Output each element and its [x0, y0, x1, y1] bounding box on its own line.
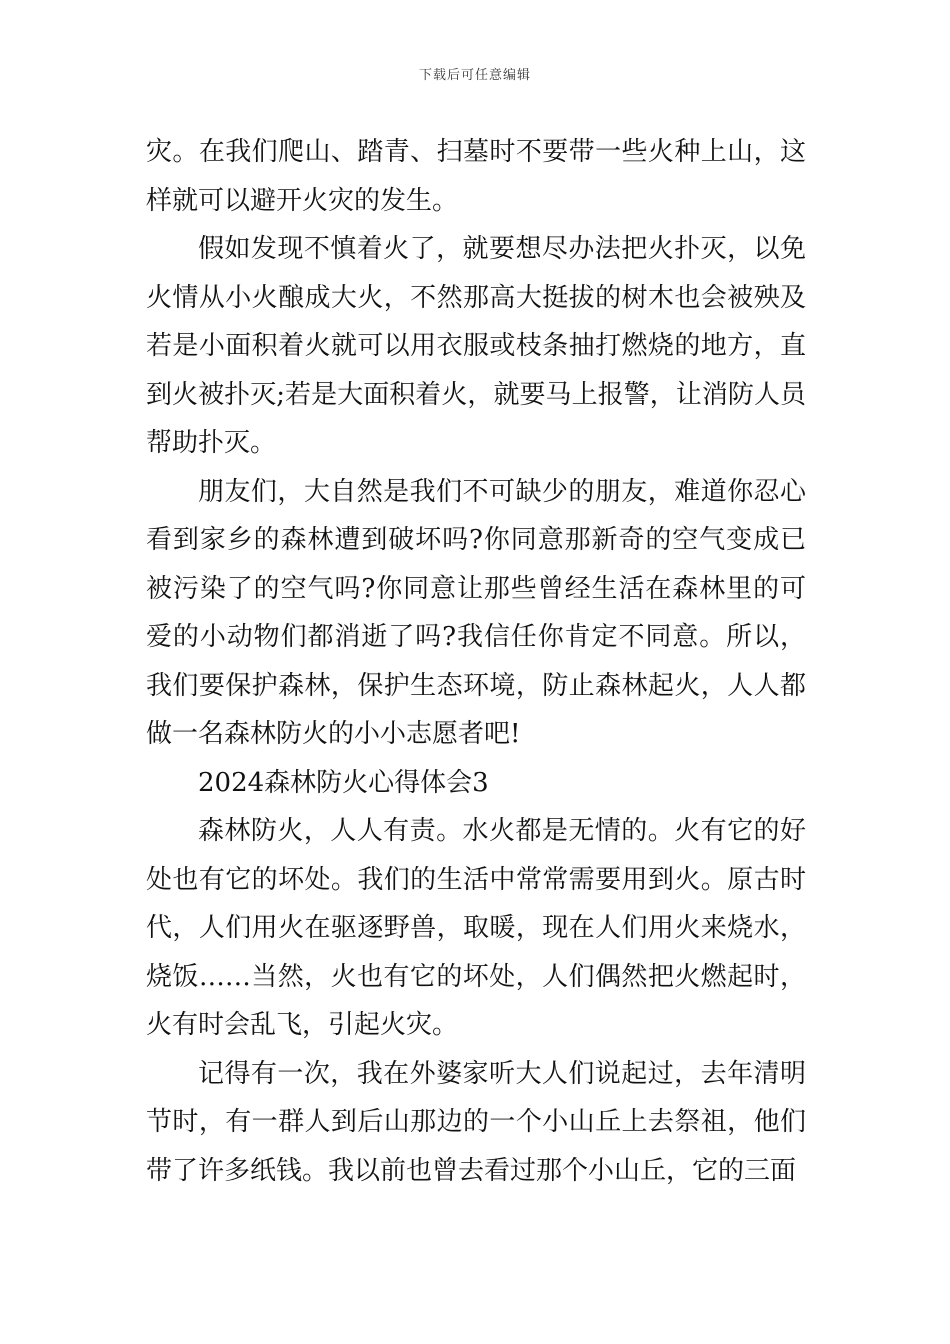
paragraph: 记得有一次，我在外婆家听大人们说起过，去年清明节时，有一群人到后山那边的一个小山丘上去祭祖，他们带了许多纸钱。我以前也曾去看过那个小山丘，它的三面 [146, 1058, 806, 1186]
section-heading: 2024森林防火心得体会3 [198, 767, 489, 798]
paragraph: 朋友们，大自然是我们不可缺少的朋友，难道你忍心看到家乡的森林遭到破坏吗?你同意那新奇的空气变成已被污染了的空气吗?你同意让那些曾经生活在森林里的可爱的小动物们都消逝了吗?我信任你肯定不同意。所以，我们要保护森林，保护生态环境，防止森林起火，人人都做一名森林防火的小小志愿者吧! [146, 476, 806, 749]
page-header-note: 下载后可任意编辑 [418, 68, 531, 83]
document-body [146, 128, 806, 1195]
paragraph: 假如发现不慎着火了，就要想尽办法把火扑灭，以免火情从小火酿成大火，不然那高大挺拔的树木也会被殃及若是小面积着火就可以用衣服或枝条抽打燃烧的地方，直到火被扑灭;若是大面积着火，就要马上报警，让消防人员帮助扑灭。 [146, 234, 806, 458]
paragraph: 森林防火，人人有责。水火都是无情的。火有它的好处也有它的坏处。我们的生活中常常需要用到火。原古时代，人们用火在驱逐野兽，取暖，现在人们用火来烧水，烧饭……当然，火也有它的坏处，人们偶然把火燃起时，火有时会乱飞，引起火灾。 [146, 816, 806, 1040]
paragraph-continuation: 灾。在我们爬山、踏青、扫墓时不要带一些火种上山，这样就可以避开火灾的发生。 [146, 137, 806, 216]
